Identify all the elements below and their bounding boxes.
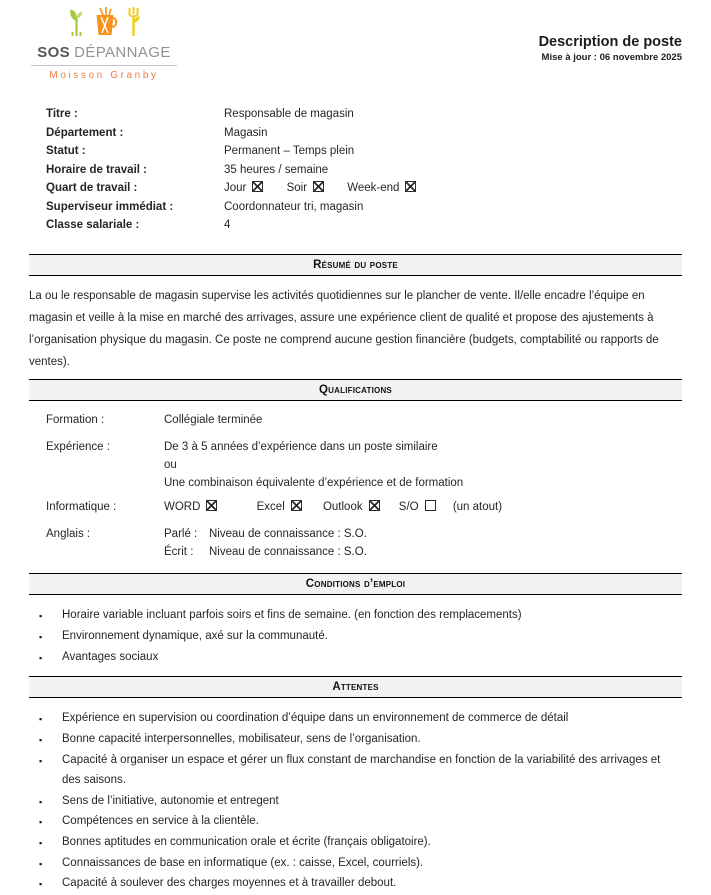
list-item: ▪ Capacité à organiser un espace et gérer un flux constant de marchandise en fonction de la variabilité des arrivages et des saisons. xyxy=(39,750,682,791)
brand-sos: SOS xyxy=(37,44,71,61)
info-row-superviseur xyxy=(46,198,682,217)
checkbox-unchecked-icon xyxy=(425,500,436,511)
section-title: Résumé du poste xyxy=(313,258,398,271)
qual-value: Collégiale terminée xyxy=(164,413,263,426)
checkbox-option-jour xyxy=(224,182,263,194)
fork-icon xyxy=(125,7,142,42)
checkbox-checked-icon xyxy=(206,500,217,511)
info-label: Département : xyxy=(46,126,124,139)
info-value: 35 heures / semaine xyxy=(224,163,329,176)
checkbox-label: Week-end xyxy=(347,182,400,194)
conditions-list xyxy=(39,605,682,669)
list-item: ▪ Avantages sociaux xyxy=(39,647,682,668)
experience-line: De 3 à 5 années d’expérience dans un poste similaire xyxy=(164,440,438,453)
informatique-note: (un atout) xyxy=(452,500,503,513)
brand-name xyxy=(31,44,177,66)
info-row-quart xyxy=(46,179,682,198)
checkbox-checked-icon xyxy=(252,181,263,192)
checkbox-label: S/O xyxy=(398,500,419,513)
anglais-levels xyxy=(164,525,367,561)
info-value: Responsable de magasin xyxy=(224,108,354,120)
list-item: ▪ Bonnes aptitudes en communication orale et écrite (français obligatoire). xyxy=(39,832,682,853)
checkbox-label: Jour xyxy=(224,182,247,194)
checkbox-checked-icon xyxy=(369,500,380,511)
brand-depannage: DÉPANNAGE xyxy=(74,44,171,61)
organization-logo xyxy=(31,6,177,81)
checkbox-label: WORD xyxy=(164,500,201,513)
document-header xyxy=(29,6,682,81)
qual-value-lines xyxy=(164,438,463,492)
section-title: Conditions d’emploi xyxy=(305,577,406,590)
checkbox-label: Excel xyxy=(256,500,285,513)
job-info-table xyxy=(46,105,682,235)
anglais-level: Niveau de connaissance : S.O. xyxy=(209,527,367,540)
checkbox-label: Soir xyxy=(286,182,308,194)
info-row-classe xyxy=(46,216,682,235)
qual-label: Anglais : xyxy=(46,527,91,540)
resume-paragraph: La ou le responsable de magasin supervise les activités quotidiennes sur le plancher de vente. Il/elle encadre l’équipe en magasin et veille à la mise en marché des arrivages, assure une expérience client de qualité et propose des ajustements à l’organisation physique du magasin. Ce poste ne comprend aucune gestion financière (budgets, comptabilité ou rapports de ventes). xyxy=(29,289,659,368)
qual-row-anglais xyxy=(46,525,682,561)
qual-label: Expérience : xyxy=(46,440,110,453)
checkbox-checked-icon xyxy=(405,181,416,192)
checkbox-label: Outlook xyxy=(322,500,363,513)
info-row-departement xyxy=(46,124,682,143)
checkbox-option-outlook xyxy=(323,501,380,513)
checkbox-option-weekend xyxy=(347,182,416,194)
attentes-list xyxy=(39,708,682,893)
info-label: Quart de travail : xyxy=(46,182,138,194)
list-item: ▪ Bonne capacité interpersonnelles, mobilisateur, sens de l’organisation. xyxy=(39,729,682,750)
header-right xyxy=(539,34,682,63)
checkbox-option-word xyxy=(164,501,217,513)
section-bar-qualifications xyxy=(29,379,682,401)
info-value: Magasin xyxy=(224,126,268,139)
info-label: Horaire de travail : xyxy=(46,163,147,176)
info-label: Statut : xyxy=(46,145,86,157)
info-row-horaire xyxy=(46,161,682,180)
logo-icons xyxy=(31,6,177,42)
list-item: ▪ Capacité à soulever des charges moyennes et à travailler debout. xyxy=(39,873,682,894)
updated-date: Mise à jour : 06 novembre 2025 xyxy=(541,52,682,63)
info-value: 4 xyxy=(224,219,231,231)
section-title: Attentes xyxy=(332,681,379,694)
checkbox-checked-icon xyxy=(291,500,302,511)
anglais-mode: Écrit : xyxy=(164,545,194,558)
qual-row-experience xyxy=(46,438,682,492)
sprout-icon xyxy=(67,7,86,42)
page-title: Description de poste xyxy=(538,34,682,50)
section-bar-conditions xyxy=(29,573,682,595)
info-value: Permanent – Temps plein xyxy=(224,145,355,157)
section-title: Qualifications xyxy=(319,383,392,396)
info-value: Coordonnateur tri, magasin xyxy=(224,200,364,213)
qual-label: Formation : xyxy=(46,413,105,426)
anglais-row-ecrit xyxy=(164,543,367,561)
info-row-titre xyxy=(46,105,682,124)
checkbox-checked-icon xyxy=(313,181,324,192)
list-item: ▪ Horaire variable incluant parfois soirs et fins de semaine. (en fonction des remplacements) xyxy=(39,605,682,626)
section-bar-resume xyxy=(29,254,682,276)
experience-line: ou xyxy=(164,458,177,471)
qual-label: Informatique : xyxy=(46,500,117,513)
shift-checkboxes xyxy=(224,179,416,198)
info-label: Classe salariale : xyxy=(46,219,140,231)
list-item: ▪ Expérience en supervision ou coordination d’équipe dans un environnement de commerce de détail xyxy=(39,708,682,729)
list-item: ▪ Compétences en service à la clientèle. xyxy=(39,811,682,832)
info-row-statut xyxy=(46,142,682,161)
section-bar-attentes xyxy=(29,676,682,698)
anglais-mode: Parlé : xyxy=(164,527,198,540)
info-label: Titre : xyxy=(46,108,78,120)
experience-line: Une combinaison équivalente d’expérience et de formation xyxy=(164,476,464,489)
software-checkboxes xyxy=(164,498,502,516)
checkbox-option-soir xyxy=(287,182,324,194)
list-item: ▪ Sens de l’initiative, autonomie et entregent xyxy=(39,791,682,812)
qual-row-formation xyxy=(46,411,682,429)
mug-icon xyxy=(93,7,118,42)
checkbox-option-so xyxy=(399,501,436,513)
checkbox-option-excel xyxy=(257,501,302,513)
brand-subtitle: Moisson Granby xyxy=(49,70,159,81)
list-item: ▪ Connaissances de base en informatique (ex. : caisse, Excel, courriels). xyxy=(39,853,682,874)
anglais-level: Niveau de connaissance : S.O. xyxy=(209,545,367,558)
list-item: ▪ Environnement dynamique, axé sur la communauté. xyxy=(39,626,682,647)
qual-row-informatique xyxy=(46,498,682,516)
qualifications-block xyxy=(46,411,682,561)
info-label: Superviseur immédiat : xyxy=(46,200,174,213)
anglais-row-parle xyxy=(164,525,367,543)
